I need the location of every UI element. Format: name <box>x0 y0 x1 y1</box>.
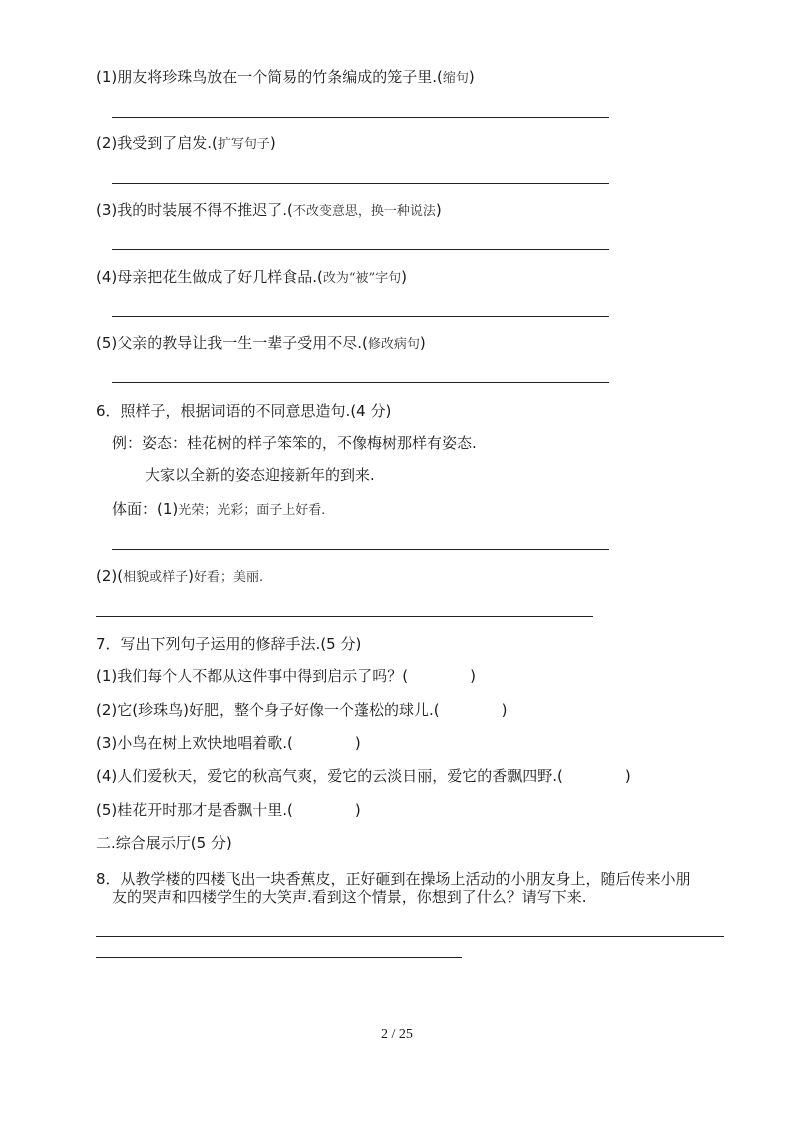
q8-answer-line-1[interactable] <box>96 936 724 937</box>
rewrite-question-4: (4)母亲把花生做成了好几样食品.(改为“被”字句) <box>96 268 408 286</box>
q7-item-2: (2)它(珍珠鸟)好肥，整个身子好像一个蓬松的球儿.( ) <box>96 701 508 719</box>
q8-text-line-2: 友的哭声和四楼学生的大笑声.看到这个情景，你想到了什么？请写下来. <box>112 888 587 906</box>
q6-answer-line-2[interactable] <box>96 616 593 617</box>
q6-answer-line-1[interactable] <box>112 549 609 550</box>
page-number: 2 / 25 <box>381 1027 413 1042</box>
q7-item-5: (5)桂花开时那才是香飘十里.( ) <box>96 801 361 819</box>
q7-item-4: (4)人们爱秋天，爱它的秋高气爽，爱它的云淡日丽，爱它的香飘四野.( ) <box>96 767 631 785</box>
q8-text-line-1: 8．从教学楼的四楼飞出一块香蕉皮，正好砸到在操场上活动的小朋友身上，随后传来小朋 <box>96 870 691 888</box>
answer-line-2[interactable] <box>112 183 609 184</box>
answer-line-3[interactable] <box>112 249 609 250</box>
section-2-title: 二.综合展示厅(5 分) <box>96 834 232 852</box>
q6-word-meaning-1: 体面：(1)光荣；光彩；面子上好看. <box>112 500 326 518</box>
q6-title: 6．照样子，根据词语的不同意思造句.(4 分) <box>96 402 392 420</box>
answer-line-1[interactable] <box>112 117 609 118</box>
answer-line-5[interactable] <box>112 382 609 383</box>
q7-item-3: (3)小鸟在树上欢快地唱着歌.( ) <box>96 734 361 752</box>
answer-line-4[interactable] <box>112 316 609 317</box>
q6-word-meaning-2: (2)(相貌或样子)好看；美丽. <box>96 567 264 585</box>
rewrite-question-3: (3)我的时装展不得不推迟了.(不改变意思，换一种说法) <box>96 201 442 219</box>
q7-item-1: (1)我们每个人不都从这件事中得到启示了吗？( ) <box>96 667 476 685</box>
q6-example-line-1: 例：姿态：桂花树的样子笨笨的，不像梅树那样有姿态. <box>112 434 477 452</box>
q8-answer-line-2[interactable] <box>96 957 462 958</box>
rewrite-question-5: (5)父亲的教导让我一生一辈子受用不尽.(修改病句) <box>96 334 426 352</box>
q6-example-line-2: 大家以全新的姿态迎接新年的到来. <box>145 466 375 484</box>
rewrite-question-1: (1)朋友将珍珠鸟放在一个简易的竹条编成的笼子里.(缩句) <box>96 68 475 86</box>
q7-title: 7．写出下列句子运用的修辞手法.(5 分) <box>96 635 362 653</box>
rewrite-question-2: (2)我受到了启发.(扩写句子) <box>96 134 276 152</box>
